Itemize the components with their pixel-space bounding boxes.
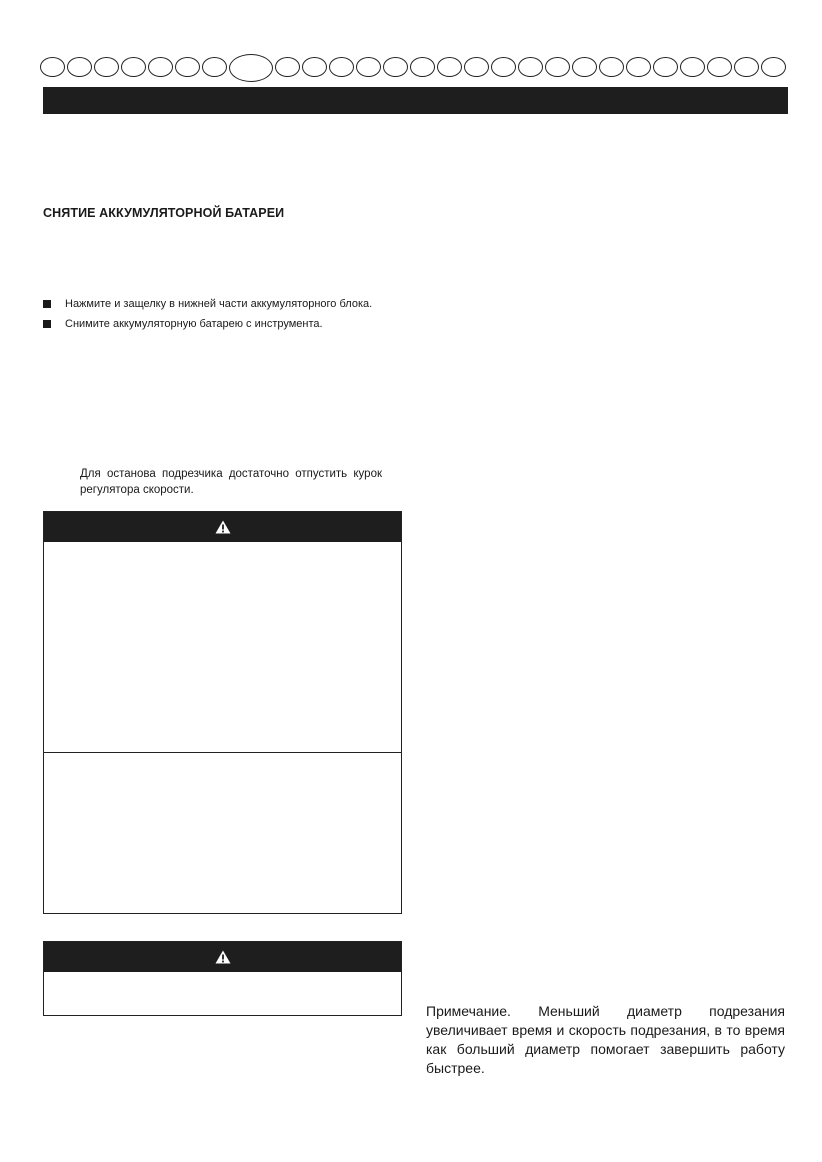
list-item — [43, 317, 383, 331]
warning-header — [44, 512, 401, 542]
language-tab — [275, 57, 300, 77]
stop-note: Для останова подрезчика достаточно отпустить курок регулятора скорости. — [80, 468, 382, 496]
language-tab — [572, 57, 597, 77]
language-tab — [302, 57, 327, 77]
bullet-square-icon — [43, 300, 51, 308]
language-tab — [734, 57, 759, 77]
language-tab — [148, 57, 173, 77]
language-tab — [491, 57, 516, 77]
language-tab — [410, 57, 435, 77]
language-tab — [653, 57, 678, 77]
bullet-square-icon — [43, 320, 51, 328]
language-tab — [464, 57, 489, 77]
list-item — [43, 297, 383, 311]
step-text: Нажмите и защелку в нижней части аккумуляторного блока. — [65, 298, 373, 310]
section-title: СНЯТИЕ АККУМУЛЯТОРНОЙ БАТАРЕИ — [43, 206, 285, 220]
language-tab — [707, 57, 732, 77]
language-tab — [67, 57, 92, 77]
language-tab — [545, 57, 570, 77]
language-tab — [761, 57, 786, 77]
warning-box — [43, 941, 402, 1016]
language-tab-active — [229, 54, 273, 82]
warning-header — [44, 942, 401, 972]
language-tab — [94, 57, 119, 77]
language-tab — [383, 57, 408, 77]
steps-list — [43, 297, 383, 337]
language-tab — [626, 57, 651, 77]
warning-box — [43, 511, 402, 914]
language-tab — [356, 57, 381, 77]
language-tab — [175, 57, 200, 77]
language-tab — [40, 57, 65, 77]
language-tab — [121, 57, 146, 77]
language-tab — [329, 57, 354, 77]
language-tab — [518, 57, 543, 77]
language-tab — [437, 57, 462, 77]
warning-divider — [44, 752, 401, 753]
cutting-diameter-note: Примечание. Меньший диаметр подрезания увеличивает время и скорость подрезания, в то время как больший диаметр помогает завершить работу быстрее. — [426, 1003, 785, 1076]
warning-triangle-icon — [215, 520, 231, 534]
language-tabs — [40, 54, 790, 84]
language-tab — [599, 57, 624, 77]
step-text: Снимите аккумуляторную батарею с инструмента. — [65, 318, 323, 330]
header-bar — [43, 87, 788, 114]
warning-triangle-icon — [215, 950, 231, 964]
language-tab — [680, 57, 705, 77]
language-tab — [202, 57, 227, 77]
